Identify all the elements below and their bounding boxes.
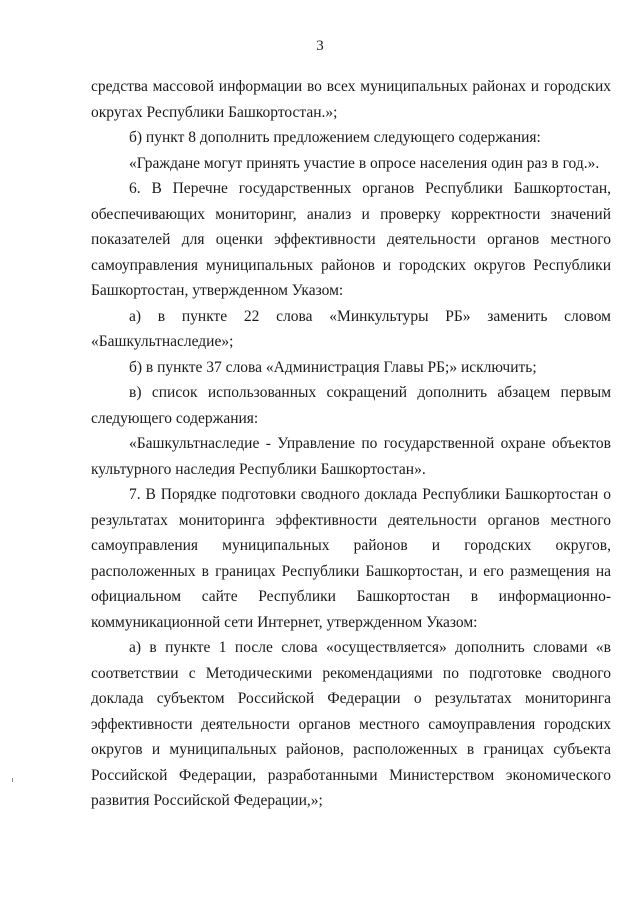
paragraph-item-a-point-22: а) в пункте 22 слова «Минкультуры РБ» заменить словом «Башкультнаследие»; — [91, 307, 611, 350]
document-body — [91, 74, 611, 814]
scan-artifact — [12, 778, 13, 782]
paragraph-item-v-abbreviations: в) список использованных сокращений дополнить абзацем первым следующего содержания: — [91, 384, 611, 427]
paragraph-section-7: 7. В Порядке подготовки сводного доклада Республики Башкортостан о результатах мониторинга эффективности деятельности органов местного самоуправления муниципальных районов и городских округов, расположенных в границах Республики Башкортостан, и его размещения на официальном сайте Республики Башкортостан в информационно-коммуникационной сети Интернет, утвержденном Указом: — [91, 486, 611, 631]
page-number: 3 — [316, 38, 324, 54]
paragraph-quote-survey: «Граждане могут принять участие в опросе населения один раз в год.». — [129, 154, 600, 172]
paragraph-section-6: 6. В Перечне государственных органов Республики Башкортостан, обеспечивающих мониторинг, анализ и проверку корректности значений показателей для оценки эффективности деятельности органов местного самоуправления муниципальных районов и городских округов Республики Башкортостан, утвержденном Указом: — [91, 180, 611, 299]
paragraph-quote-bashkultnasledie: «Башкультнаследие - Управление по государственной охране объектов культурного наследия Республики Башкортостан». — [91, 435, 611, 478]
paragraph-item-a-point-1: а) в пункте 1 после слова «осуществляется» дополнить словами «в соответствии с Методическими рекомендациями по подготовке сводного доклада субъектом Российской Федерации о результатах мониторинга эффективности деятельности органов местного самоуправления городских округов и муниципальных районов, расположенных в границах субъекта Российской Федерации, разработанными Министерством экономического развития Российской Федерации,»; — [91, 639, 611, 809]
paragraph-continuation: средства массовой информации во всех муниципальных районах и городских округах Республики Башкортостан.»; — [91, 78, 611, 121]
paragraph-item-b-point-37: б) в пункте 37 слова «Администрация Главы РБ;» исключить; — [129, 358, 537, 376]
paragraph-item-b-point-8: б) пункт 8 дополнить предложением следующего содержания: — [129, 129, 541, 146]
